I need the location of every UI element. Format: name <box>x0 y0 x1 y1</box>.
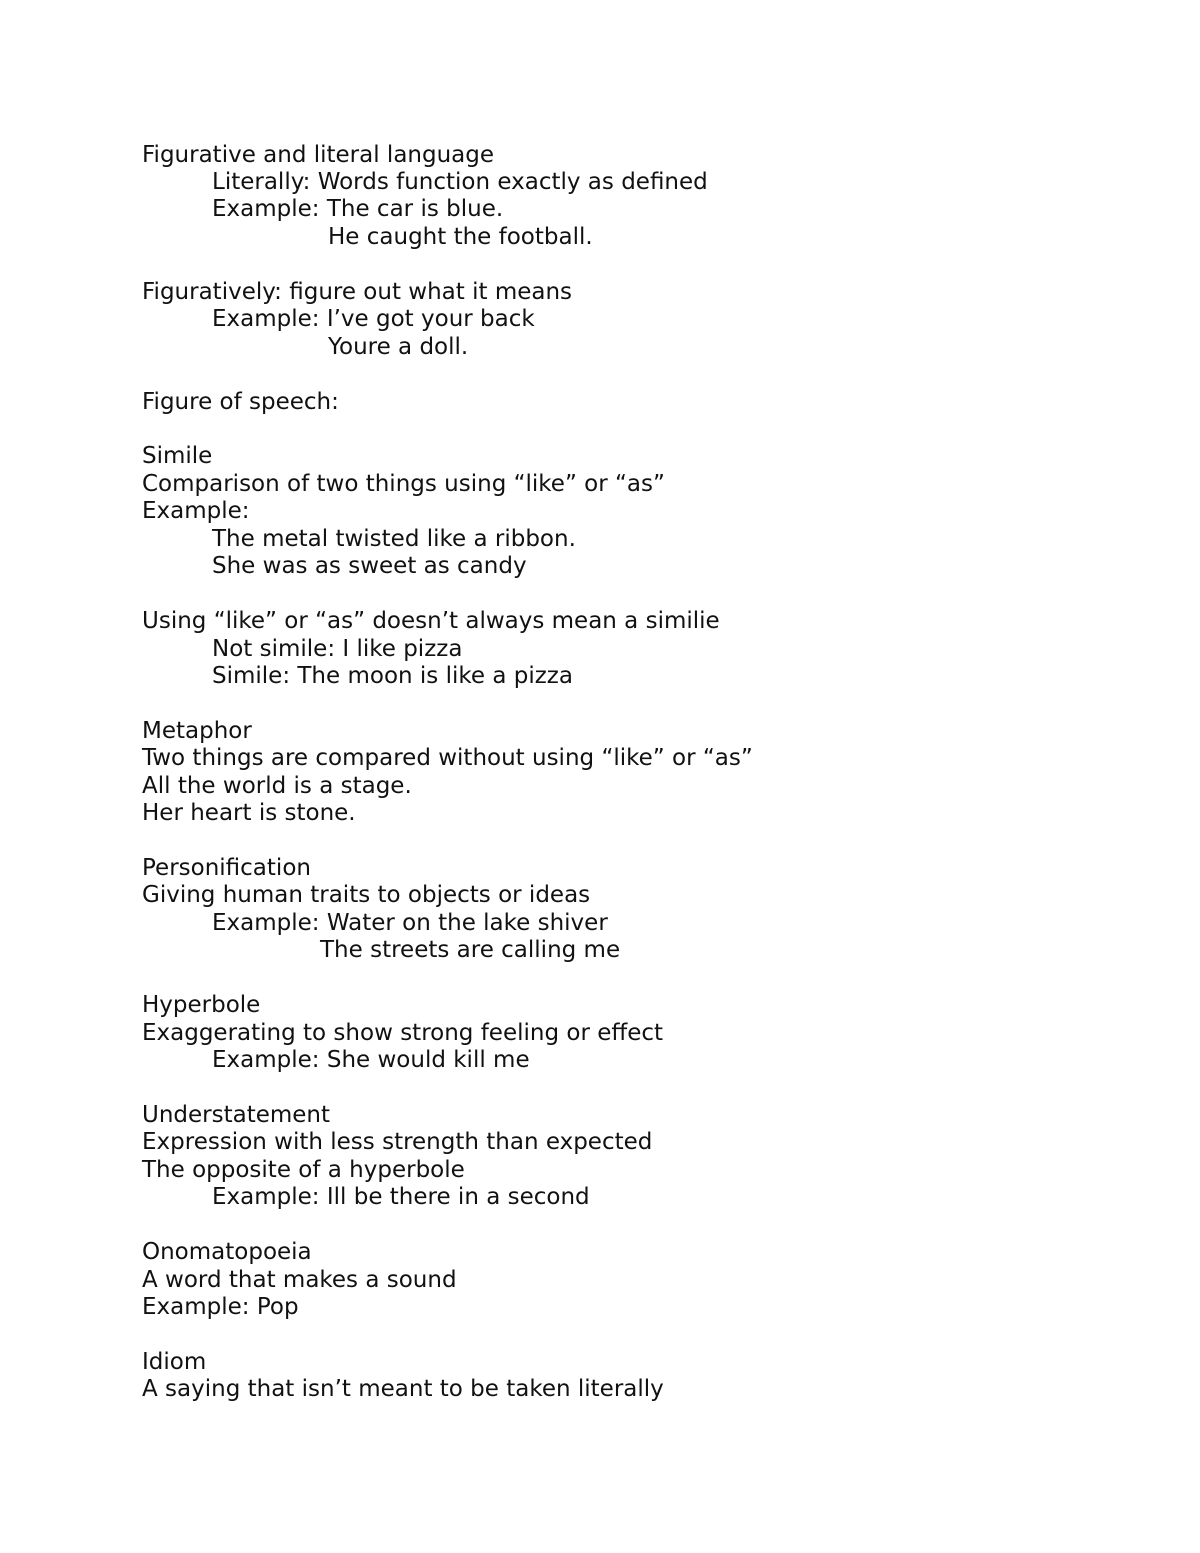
hyperbole-definition: Exaggerating to show strong feeling or effect <box>142 1020 664 1046</box>
simile-example-3: Simile: The moon is like a pizza <box>212 663 573 689</box>
figurative-example: Example: I’ve got your back <box>212 306 535 332</box>
personification-definition: Giving human traits to objects or ideas <box>142 882 591 908</box>
hyperbole-example: Example: She would kill me <box>212 1047 530 1073</box>
metaphor-example: All the world is a stage. <box>142 773 412 799</box>
simile-example-label: Example: <box>142 498 250 524</box>
simile-note: Using “like” or “as” doesn’t always mean a similie <box>142 608 720 634</box>
personification-heading: Personification <box>142 855 311 881</box>
onomatopoeia-definition: A word that makes a sound <box>142 1267 457 1293</box>
personification-example: Example: Water on the lake shiver <box>212 910 608 936</box>
simile-example-2: She was as sweet as candy <box>212 553 527 579</box>
figure-of-speech-heading: Figure of speech: <box>142 389 339 415</box>
hyperbole-heading: Hyperbole <box>142 992 261 1018</box>
understatement-example: Example: Ill be there in a second <box>212 1184 590 1210</box>
onomatopoeia-example: Example: Pop <box>142 1294 299 1320</box>
understatement-note: The opposite of a hyperbole <box>142 1157 465 1183</box>
idiom-definition: A saying that isn’t meant to be taken literally <box>142 1376 664 1402</box>
metaphor-heading: Metaphor <box>142 718 252 744</box>
understatement-definition: Expression with less strength than expected <box>142 1129 653 1155</box>
not-simile-example: Not simile: I like pizza <box>212 636 463 662</box>
onomatopoeia-heading: Onomatopoeia <box>142 1239 312 1265</box>
figurative-example-2: Youre a doll. <box>328 334 469 360</box>
literal-definition: Literally: Words function exactly as defined <box>212 169 708 195</box>
personification-example-2: The streets are calling me <box>320 937 621 963</box>
literal-example: Example: The car is blue. <box>212 196 504 222</box>
metaphor-definition: Two things are compared without using “like” or “as” <box>142 745 753 771</box>
simile-definition: Comparison of two things using “like” or “as” <box>142 471 665 497</box>
figurative-definition: Figuratively: figure out what it means <box>142 279 573 305</box>
simile-example: The metal twisted like a ribbon. <box>212 526 576 552</box>
simile-heading: Simile <box>142 443 213 469</box>
idiom-heading: Idiom <box>142 1349 207 1375</box>
title-heading: Figurative and literal language <box>142 142 495 168</box>
understatement-heading: Understatement <box>142 1102 331 1128</box>
literal-example-2: He caught the football. <box>328 224 593 250</box>
metaphor-example-2: Her heart is stone. <box>142 800 356 826</box>
